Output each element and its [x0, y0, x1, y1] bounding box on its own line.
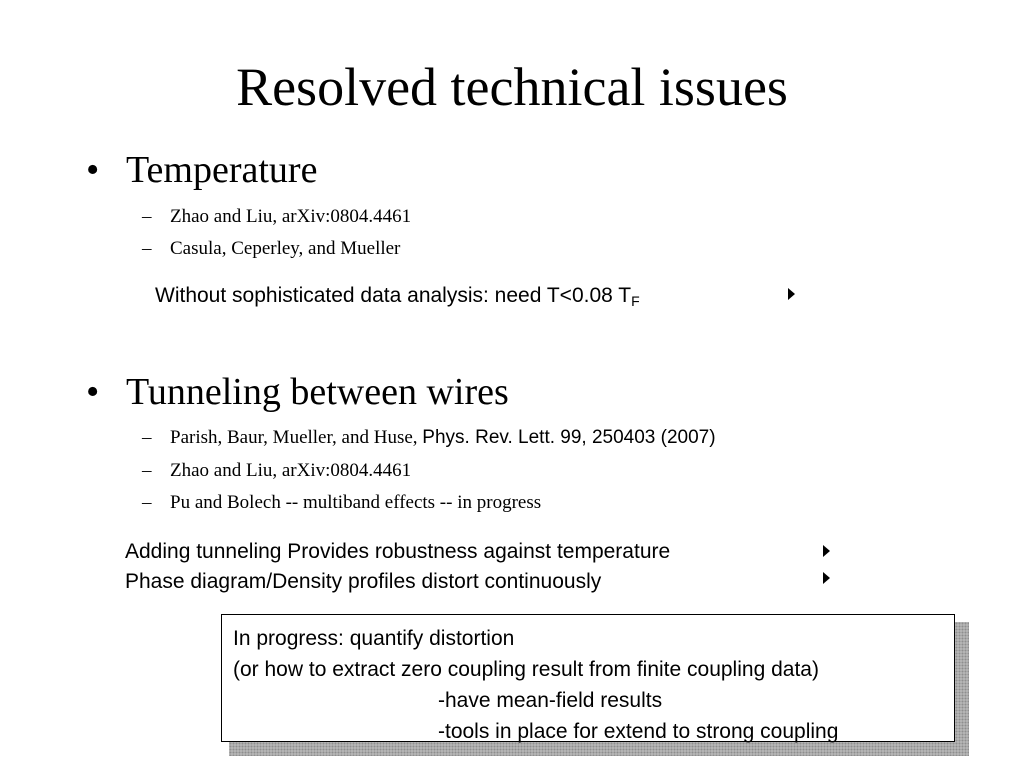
bullet-tunneling: [86, 372, 509, 414]
subitem-text: Casula, Ceperley, and Mueller: [170, 238, 401, 259]
triangle-right-icon: [823, 572, 830, 584]
dash: –: [142, 427, 152, 448]
note-subscript: F: [631, 293, 640, 309]
citation: Phys. Rev. Lett. 99, 250403 (2007): [422, 427, 716, 448]
dash: –: [142, 492, 152, 513]
callout-line: In progress: quantify distortion: [233, 627, 515, 650]
callout-line: -tools in place for extend to strong coupling: [438, 720, 839, 743]
bullet-dot: •: [86, 371, 100, 413]
slide-title: Resolved technical issues: [236, 57, 788, 117]
bullet-dot: •: [86, 149, 100, 191]
subitem-text: Zhao and Liu, arXiv:0804.4461: [170, 206, 412, 227]
triangle-right-icon: [788, 288, 795, 300]
tunneling-note: Adding tunneling Provides robustness against temperature: [125, 540, 671, 563]
dash: –: [142, 206, 152, 227]
note-text: Without sophisticated data analysis: need T<0.08 T: [155, 284, 632, 307]
dash: –: [142, 238, 152, 259]
subitem-text: Pu and Bolech -- multiband effects -- in progress: [170, 492, 542, 513]
subitem-text: Parish, Baur, Mueller, and Huse,: [170, 427, 423, 448]
triangle-right-icon: [823, 545, 830, 557]
subitem: [142, 238, 400, 261]
callout-line: (or how to extract zero coupling result from finite coupling data): [233, 658, 819, 681]
dash: –: [142, 460, 152, 481]
subitem: [142, 206, 411, 229]
bullet-heading: Tunneling between wires: [126, 371, 509, 413]
subitem: [142, 492, 541, 515]
bullet-heading: Temperature: [126, 149, 318, 191]
subitem: [142, 460, 411, 483]
callout-box: [221, 614, 955, 742]
tunneling-note: Phase diagram/Density profiles distort continuously: [125, 570, 602, 593]
subitem: [142, 427, 716, 450]
bullet-temperature: [86, 150, 317, 192]
callout-line: -have mean-field results: [438, 689, 663, 712]
subitem-text: Zhao and Liu, arXiv:0804.4461: [170, 460, 412, 481]
temperature-note: [155, 283, 640, 310]
